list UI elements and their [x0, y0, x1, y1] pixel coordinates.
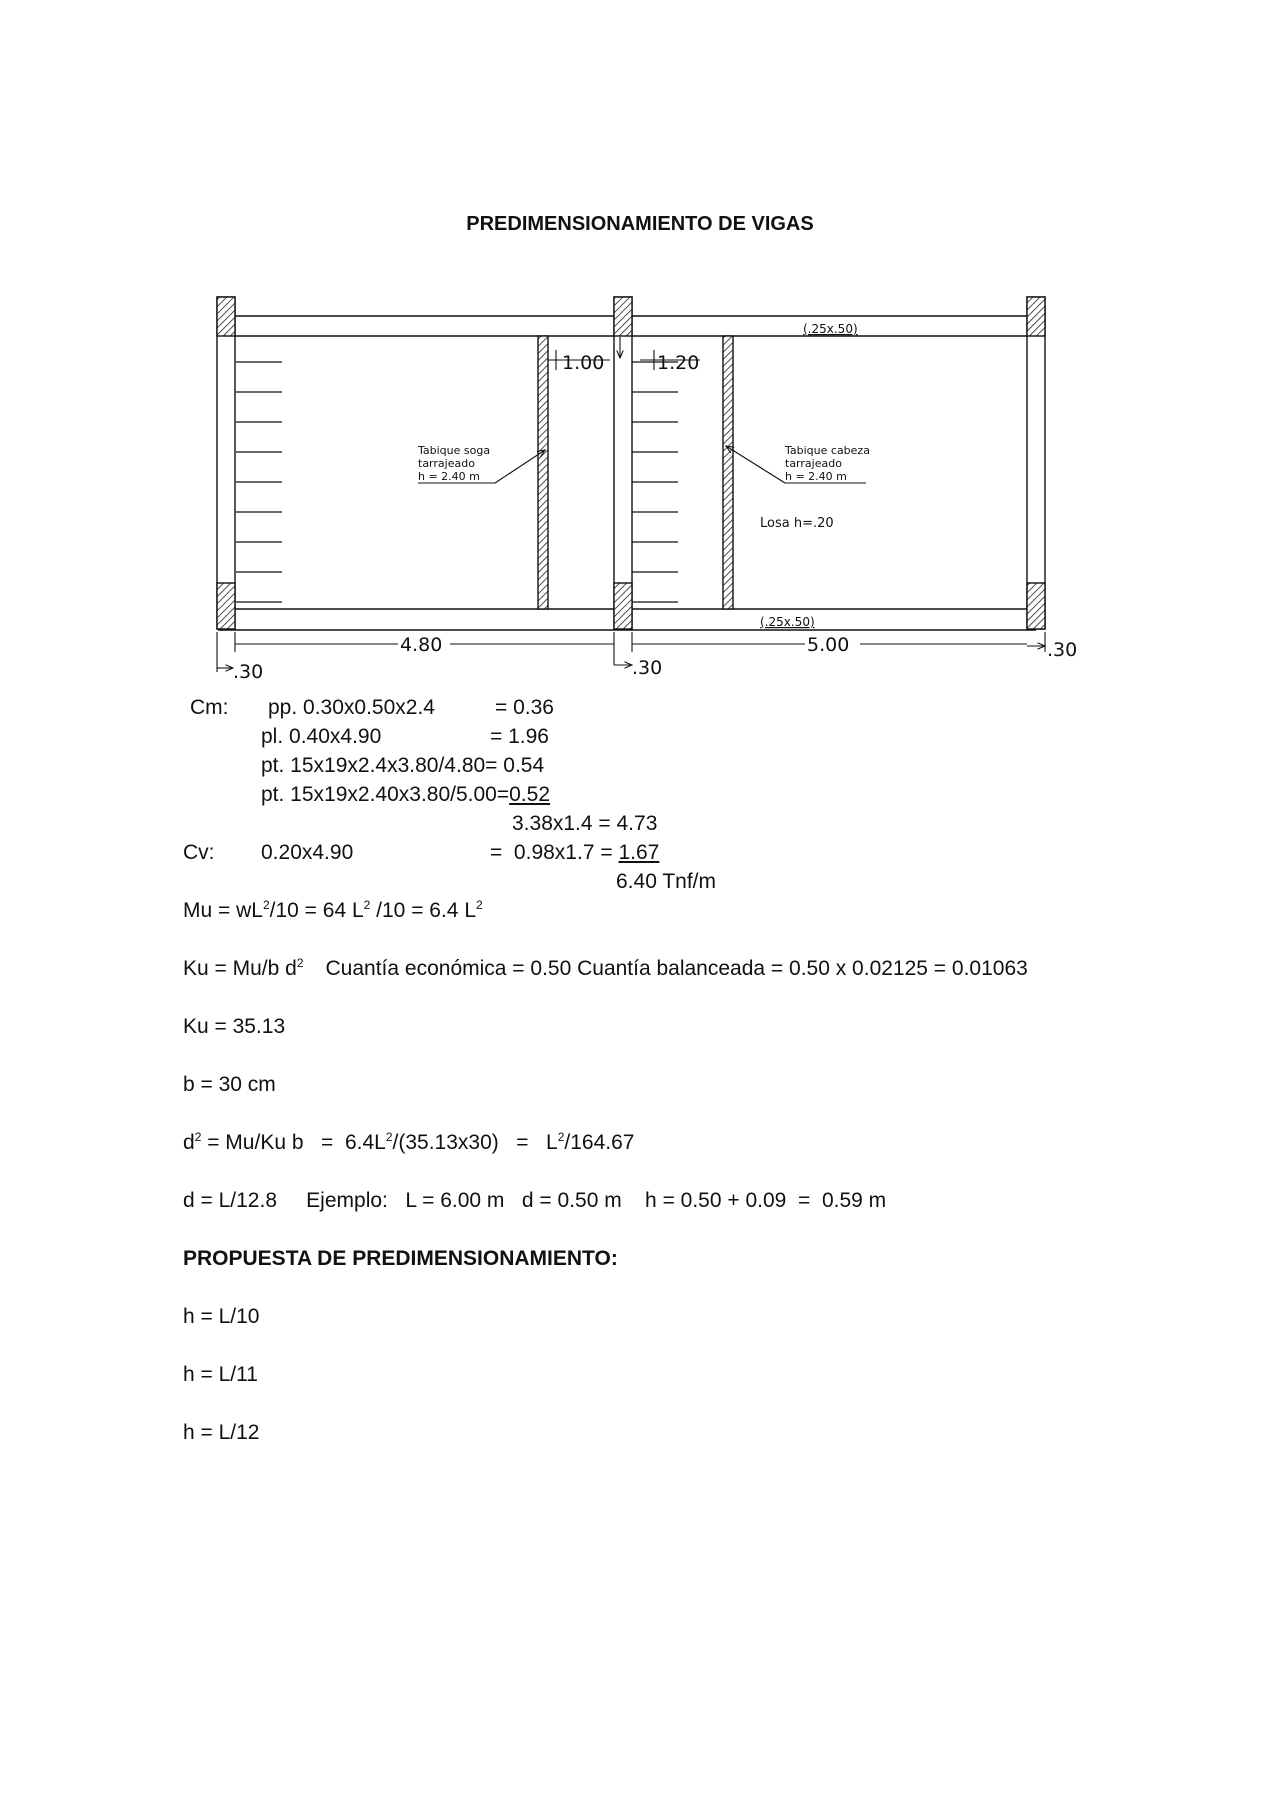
cm-total: 3.38x1.4 = 4.73 [512, 812, 658, 835]
page-title: PREDIMENSIONAMIENTO DE VIGAS [466, 213, 814, 235]
column-bottom-right [1027, 583, 1045, 629]
partition-wall-right [723, 336, 733, 609]
partition-wall-left [538, 336, 548, 609]
cm-pt2-value: 0.52 [509, 783, 550, 806]
dim-4-80: 4.80 [400, 634, 443, 656]
ku-value: Ku = 35.13 [183, 1015, 286, 1038]
top-beam-label: (.25x.50) [803, 322, 858, 336]
b-value: b = 30 cm [183, 1073, 276, 1096]
d2-formula: $d^2 = Mu/Ku$ $b = 6.4L^2/(35.13x30) = L^2/164.67$ [183, 1130, 635, 1154]
dim-1-00: 1.00 [562, 352, 605, 374]
bottom-beam-label: (.25x.50) [760, 615, 815, 629]
column-bottom-mid [614, 583, 632, 629]
cv-expression: 0.20x4.90 [261, 841, 354, 864]
note-right-line3: h = 2.40 m [785, 470, 847, 483]
d-example: d = L/12.8 Ejemplo: L = 6.00 m d = 0.50 m h = 0.50 + 0.09 = 0.59 m [183, 1189, 887, 1212]
cv-result: = 0.98x1.7 = 1.67 [490, 841, 660, 864]
proposal-option-2: h = L/11 [183, 1363, 258, 1386]
note-left-line2: tarrajeado [418, 457, 475, 470]
cm-pl: pl. 0.40x4.90 [261, 725, 382, 748]
dim-0-30-mid: .30 [632, 657, 663, 679]
proposal-option-1: h = L/10 [183, 1305, 260, 1328]
cm-pt1: pt. 15x19x2.4x3.80/4.80= 0.54 [261, 754, 545, 777]
dim-0-30-left: .30 [233, 661, 264, 683]
total-load: 6.40 Tnf/m [616, 870, 716, 893]
dim-0-30-right: .30 [1047, 639, 1078, 661]
column-top-left [217, 297, 235, 336]
slab-note: Losa h=.20 [760, 516, 834, 531]
stairs-left [236, 362, 282, 602]
cm-pt2: pt. 15x19x2.40x3.80/5.00=0.52 [261, 783, 550, 806]
floor-plan-drawing [0, 0, 1280, 700]
dim-1-20: 1.20 [657, 352, 700, 374]
note-left-line3: h = 2.40 m [418, 470, 480, 483]
ku-formula: Ku = Mu/b $d^2$ Cuantía económica = 0.50 Cuantía balanceada = 0.50 x 0.02125 = 0.01063 [183, 956, 1028, 980]
dim-5-00: 5.00 [807, 634, 850, 656]
proposal-option-3: h = L/12 [183, 1421, 260, 1444]
note-left-line1: Tabique soga [418, 444, 491, 457]
cm-pp: pp. 0.30x0.50x2.4 [268, 696, 435, 719]
cuantia-text: Cuantía económica = 0.50 Cuantía balanceada = 0.50 x 0.02125 = 0.01063 [325, 957, 1028, 980]
cv-label: Cv: [183, 841, 215, 864]
cm-label: Cm: [190, 696, 229, 719]
cm-pp-value: = 0.36 [495, 696, 554, 719]
note-right-line2: tarrajeado [785, 457, 842, 470]
column-top-right [1027, 297, 1045, 336]
column-top-mid [614, 297, 632, 336]
stairs-mid [632, 362, 678, 602]
cm-pl-value: = 1.96 [490, 725, 549, 748]
proposal-heading: PROPUESTA DE PREDIMENSIONAMIENTO: [183, 1247, 618, 1270]
cv-value: 1.67 [618, 841, 660, 864]
note-right-line1: Tabique cabeza [785, 444, 870, 457]
mu-formula: $Mu = wL^2/10 = 64$ $L^2$ /10 = 6.4 $L^2$ [183, 898, 483, 922]
column-bottom-left [217, 583, 235, 629]
